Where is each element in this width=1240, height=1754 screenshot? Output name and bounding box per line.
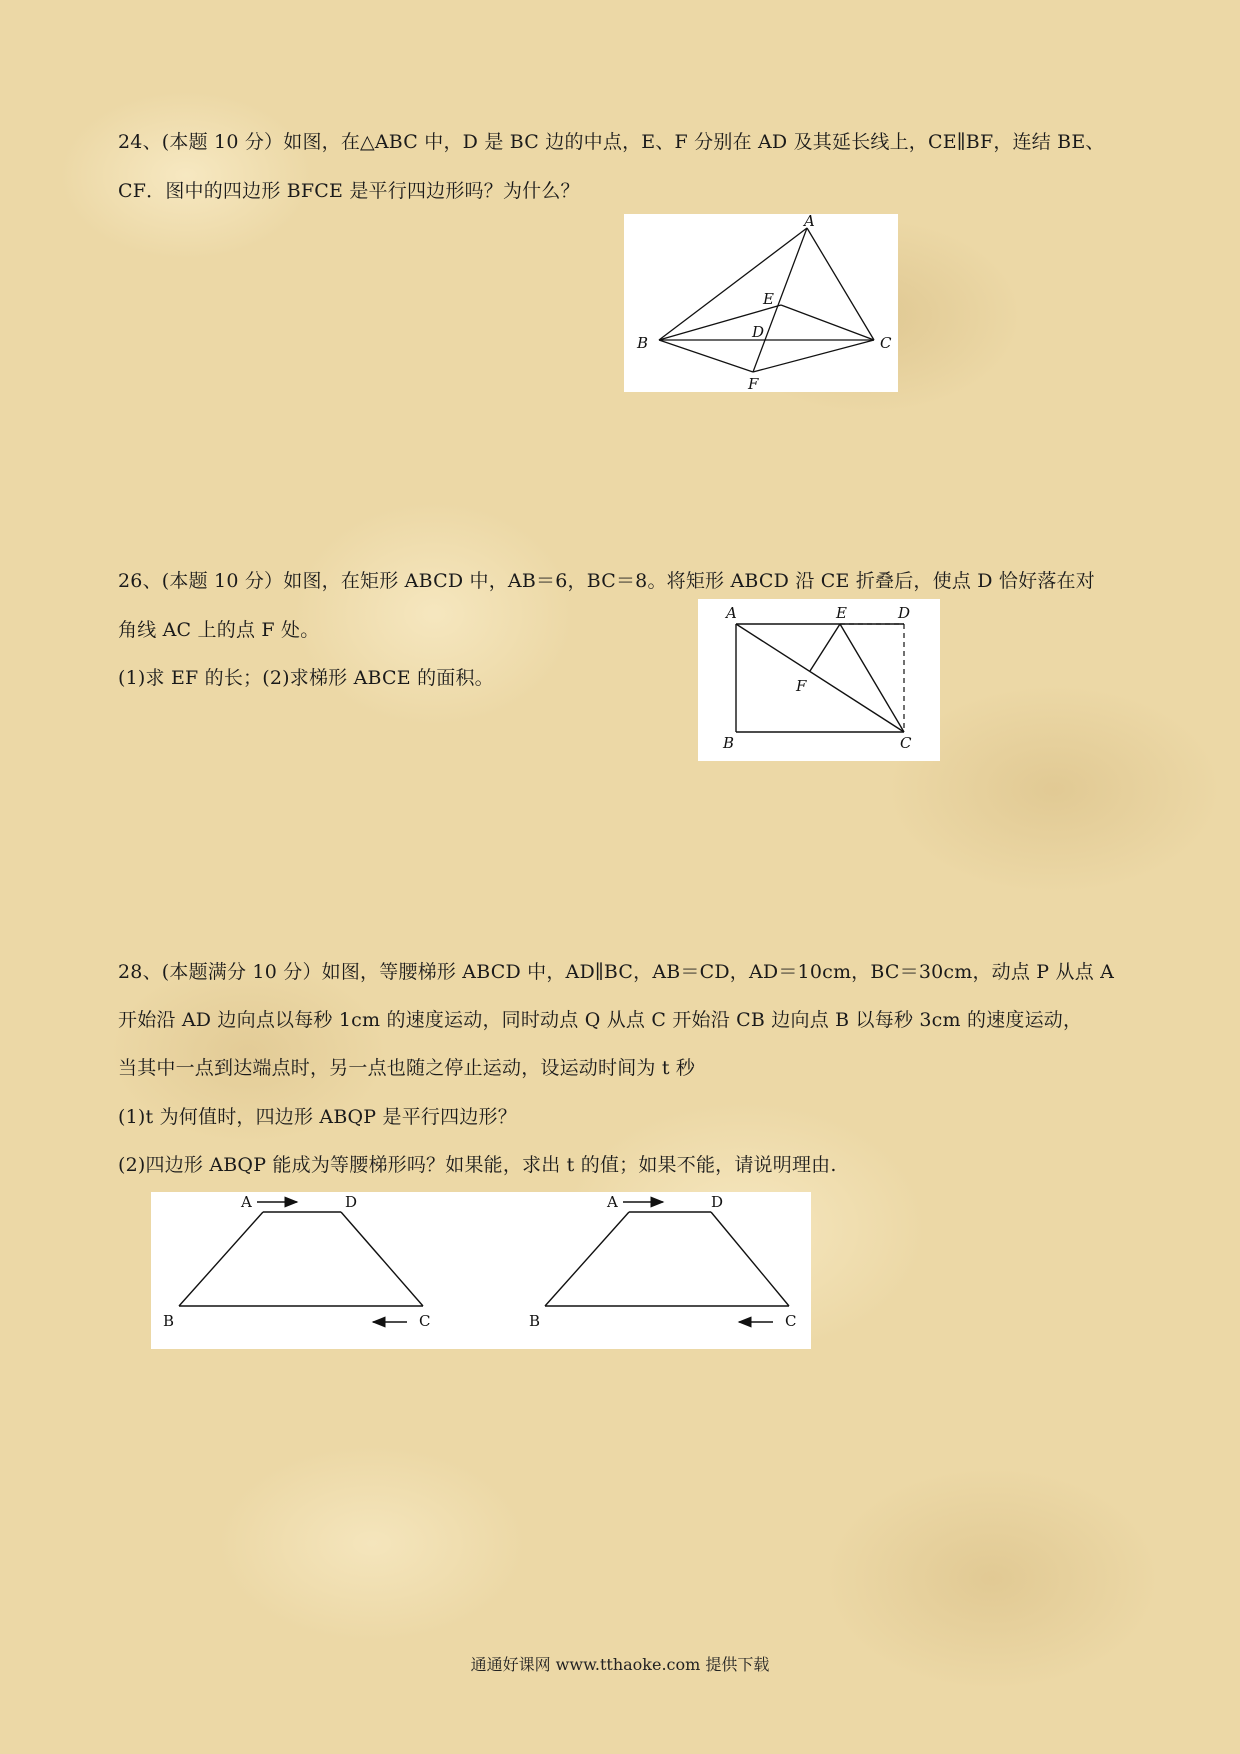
- q28-line-2: 开始沿 AD 边向点以每秒 1cm 的速度运动，同时动点 Q 从点 C 开始沿 CB 边向点 B 以每秒 3cm 的速度运动，: [118, 1009, 1083, 1031]
- footer-credit: 通通好课网 www.tthaoke.com 提供下载: [470, 1655, 770, 1674]
- q28-line-1: 28、(本题满分 10 分）如图，等腰梯形 ABCD 中，AD∥BC，AB＝CD，AD＝10cm，BC＝30cm，动点 P 从点 A: [118, 961, 1115, 983]
- label-c: C: [900, 734, 912, 752]
- label-b: B: [163, 1312, 175, 1330]
- q26-rectangle-diagram: [698, 599, 940, 761]
- q28-trapezoid-figure: [151, 1192, 811, 1349]
- q28-trapezoid-diagrams: [151, 1192, 811, 1349]
- label-b-2: B: [529, 1312, 541, 1330]
- label-b: B: [723, 734, 735, 752]
- label-e: E: [763, 290, 774, 308]
- label-f: F: [796, 677, 807, 695]
- label-f: F: [748, 375, 759, 392]
- q28-line-4: (1)t 为何值时，四边形 ABQP 是平行四边形？: [118, 1106, 517, 1128]
- label-c: C: [419, 1312, 431, 1330]
- q24-line-2: CF．图中的四边形 BFCE 是平行四边形吗？为什么？: [118, 180, 580, 202]
- q26-line-1: 26、(本题 10 分）如图，在矩形 ABCD 中，AB＝6，BC＝8。将矩形 ABCD 沿 CE 折叠后，使点 D 恰好落在对: [118, 570, 1095, 592]
- label-d: D: [898, 604, 911, 622]
- label-b: B: [637, 334, 649, 352]
- label-a: A: [726, 604, 737, 622]
- label-d-2: D: [711, 1193, 724, 1211]
- label-c: C: [880, 334, 892, 352]
- q24-triangle-diagram: [624, 214, 898, 392]
- q24-triangle-figure: [624, 214, 898, 392]
- label-e: E: [836, 604, 847, 622]
- label-a-2: A: [607, 1193, 618, 1211]
- label-a: A: [241, 1193, 252, 1211]
- q26-line-2: 角线 AC 上的点 F 处。: [118, 619, 320, 641]
- label-a: A: [804, 214, 815, 230]
- label-d: D: [752, 323, 765, 341]
- label-c-2: C: [785, 1312, 797, 1330]
- q24-line-1: 24、(本题 10 分）如图，在△ABC 中，D 是 BC 边的中点，E、F 分别在 AD 及其延长线上，CE∥BF，连结 BE、: [118, 131, 1105, 153]
- label-d: D: [345, 1193, 358, 1211]
- q26-line-3: (1)求 EF 的长；(2)求梯形 ABCE 的面积。: [118, 667, 494, 689]
- q28-line-5: (2)四边形 ABQP 能成为等腰梯形吗？如果能，求出 t 的值；如果不能，请说明理由.: [118, 1154, 837, 1176]
- q28-line-3: 当其中一点到达端点时，另一点也随之停止运动，设运动时间为 t 秒: [118, 1057, 696, 1079]
- q26-rectangle-figure: [698, 599, 940, 761]
